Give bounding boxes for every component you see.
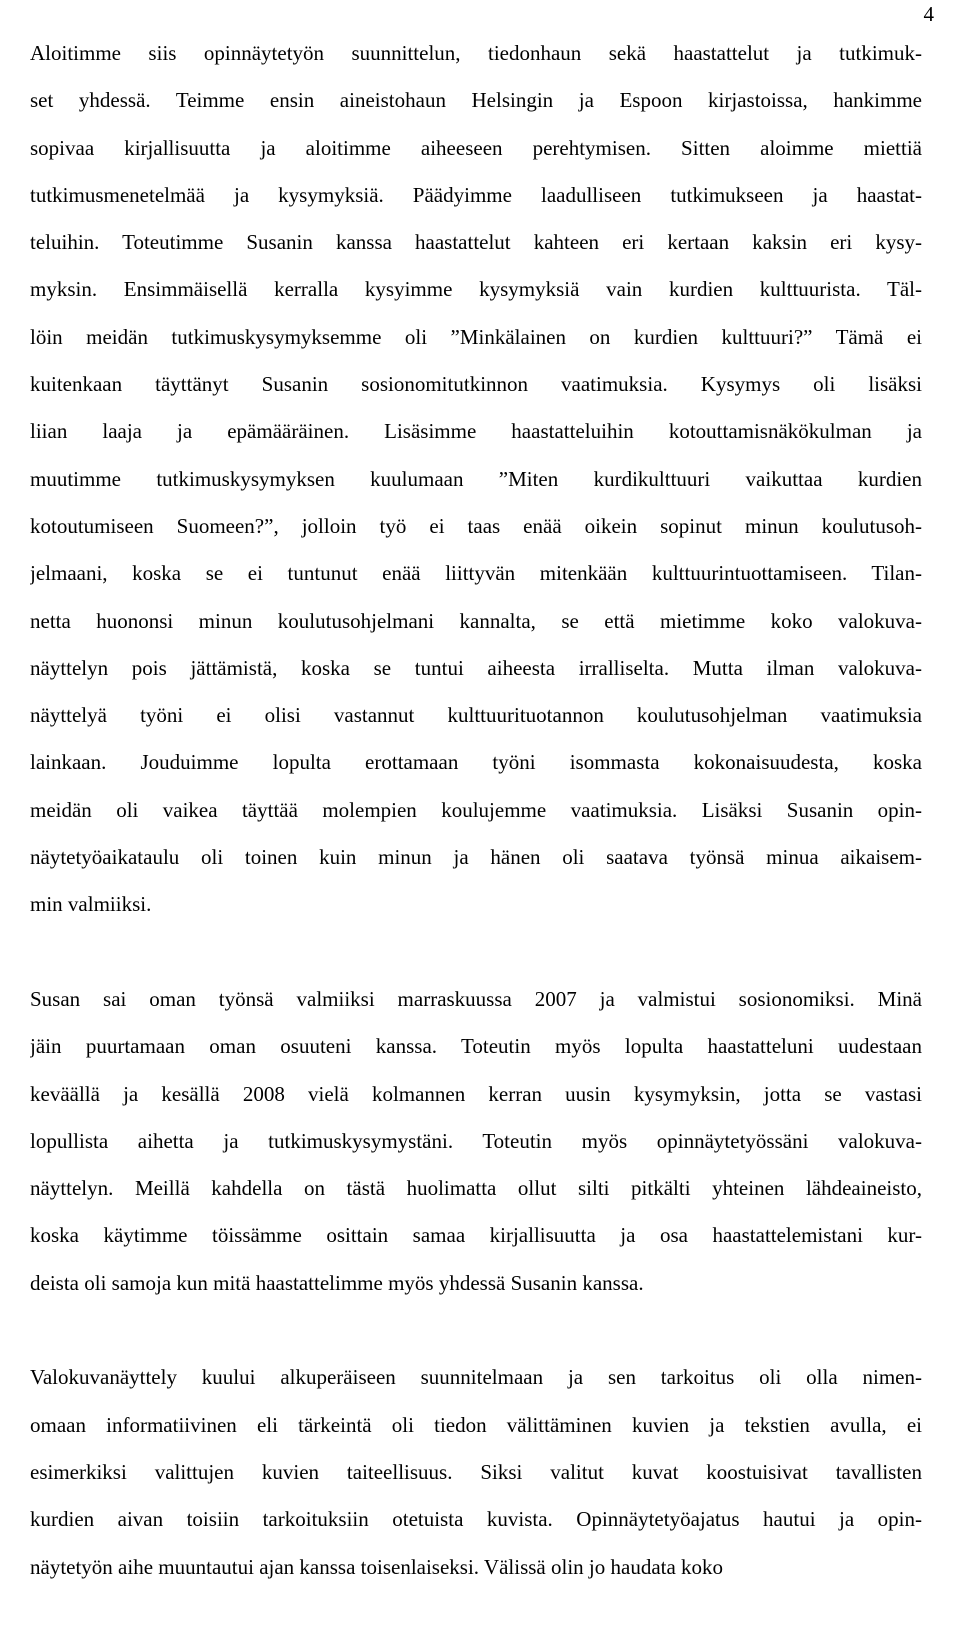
text-line: omaan informatiivinen eli tärkeintä oli tiedon välittäminen kuvien ja tekstien avulla, ei (30, 1412, 922, 1437)
paragraph (30, 30, 922, 929)
text-line: myksin. Ensimmäisellä kerralla kysyimme kysymyksiä vain kurdien kulttuurista. Täl- (30, 277, 922, 302)
text-line: Aloitimme siis opinnäytetyön suunnittelun, tiedonhaun sekä haastattelut ja tutkimuk- (30, 41, 922, 65)
paragraph (30, 976, 922, 1307)
text-line: Susan sai oman työnsä valmiiksi marraskuussa 2007 ja valmistui sosionomiksi. Minä (30, 986, 922, 1011)
text-line: näytetyöaikataulu oli toinen kuin minun ja hänen oli saatava työnsä minua aikaisem- (30, 845, 922, 870)
paragraph-gap (30, 929, 922, 976)
text-line: lopullista aihetta ja tutkimuskysymystäni. Toteutin myös opinnäytetyössäni valokuva- (30, 1128, 922, 1153)
text-line: kotoutumiseen Suomeen?”, jolloin työ ei taas enää oikein sopinut minun koulutusoh- (30, 513, 922, 538)
text-line: teluihin. Toteutimme Susanin kanssa haastattelut kahteen eri kertaan kaksin eri kysy- (30, 230, 922, 255)
text-line: tutkimusmenetelmää ja kysymyksiä. Päädyimme laadulliseen tutkimukseen ja haastat- (30, 182, 922, 207)
text-line: set yhdessä. Teimme ensin aineistohaun Helsingin ja Espoon kirjastoissa, hankimme (30, 88, 922, 113)
text-line: näyttelyä työni ei olisi vastannut kulttuurituotannon koulutusohjelman vaatimuksia (30, 703, 922, 728)
paragraph (30, 1354, 922, 1590)
text-line: netta huononsi minun koulutusohjelmani kannalta, se että mietimme koko valokuva- (30, 608, 922, 633)
body-text (30, 30, 922, 1591)
text-line: kuitenkaan täyttänyt Susanin sosionomitutkinnon vaatimuksia. Kysymys oli lisäksi (30, 372, 922, 397)
text-line: lainkaan. Jouduimme lopulta erottamaan työni isommasta kokonaisuudesta, koska (30, 750, 922, 775)
text-line: deista oli samoja kun mitä haastattelimme myös yhdessä Susanin kanssa. (30, 1270, 644, 1295)
text-line: min valmiiksi. (30, 892, 152, 917)
text-line: kurdien aivan toisiin tarkoituksiin otetuista kuvista. Opinnäytetyöajatus hautui ja opin- (30, 1507, 922, 1532)
text-line: sopivaa kirjallisuutta ja aloitimme aiheeseen perehtymisen. Sitten aloimme miettiä (30, 135, 922, 160)
text-line: näyttelyn pois jättämistä, koska se tuntui aiheesta irralliselta. Mutta ilman valokuva- (30, 655, 922, 680)
text-line: keväällä ja kesällä 2008 vielä kolmannen kerran uusin kysymyksin, jotta se vastasi (30, 1081, 922, 1106)
text-line: liian laaja ja epämääräinen. Lisäsimme haastatteluihin kotouttamisnäkökulman ja (30, 419, 922, 444)
paragraph-gap (30, 1307, 922, 1354)
text-line: näytetyön aihe muuntautui ajan kanssa toisenlaiseksi. Välissä olin jo haudata koko (30, 1554, 724, 1579)
text-line: muutimme tutkimuskysymyksen kuulumaan ”Miten kurdikulttuuri vaikuttaa kurdien (30, 466, 922, 491)
text-line: löin meidän tutkimuskysymyksemme oli ”Minkälainen on kurdien kulttuuri?” Tämä ei (30, 324, 922, 349)
text-line: jelmaani, koska se ei tuntunut enää liittyvän mitenkään kulttuurintuottamiseen. Tilan- (30, 561, 922, 586)
text-line: meidän oli vaikea täyttää molempien koulujemme vaatimuksia. Lisäksi Susanin opin- (30, 797, 922, 822)
text-line: esimerkiksi valittujen kuvien taiteellisuus. Siksi valitut kuvat koostuisivat tavallisten (30, 1459, 922, 1484)
text-line: koska käytimme töissämme osittain samaa kirjallisuutta ja osa haastattelemistani kur- (30, 1223, 922, 1248)
text-line: Valokuvanäyttely kuului alkuperäiseen suunnitelmaan ja sen tarkoitus oli olla nimen- (30, 1365, 922, 1390)
text-line: jäin puurtamaan oman osuuteni kanssa. Toteutin myös lopulta haastatteluni uudestaan (30, 1034, 922, 1059)
page-number: 4 (923, 2, 934, 26)
text-line: näyttelyn. Meillä kahdella on tästä huolimatta ollut silti pitkälti yhteinen lähdeaineisto, (30, 1176, 922, 1201)
